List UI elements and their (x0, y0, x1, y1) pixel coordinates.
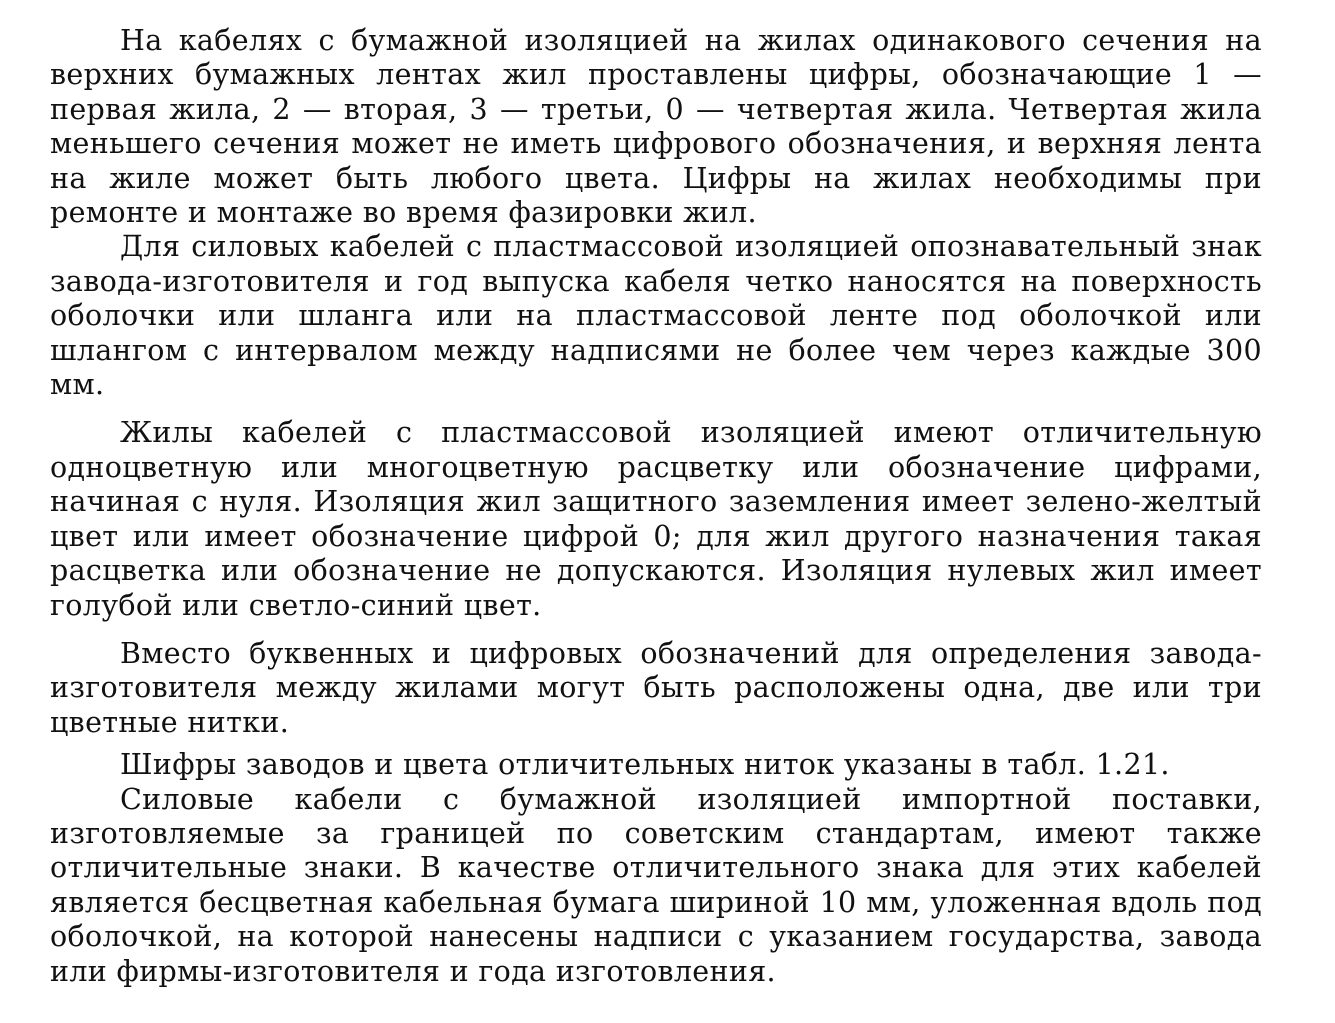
paragraph-core-coloring: Жилы кабелей с пластмассовой изоляцией имеют отличительную одноцветную или многоцветную расцветку или обозначение цифрами, начиная с нуля. Изоляция жил защитного заземления имеет зелено-желтый цвет или имеет обозначение цифрой 0; для жил другого назначения такая расцветка или обозначение не допускаются. Изоляция нулевых жил имеет голубой или светло-синий цвет. (50, 416, 1262, 622)
paragraph-manufacturer-mark: Для силовых кабелей с пластмассовой изоляцией опознавательный знак завода-изготовителя и год выпуска кабеля четко наносятся на поверхность оболочки или шланга или на пластмассовой ленте под оболочкой или шлангом с интервалом между надписями не более чем через каждые 300 мм. (50, 230, 1262, 402)
paragraph-import-cables: Силовые кабели с бумажной изоляцией импортной поставки, изготовляемые за границей по советским стандартам, имеют также отличительные знаки. В качестве отличительного знака для этих кабелей является бесцветная кабельная бумага шириной 10 мм, уложенная вдоль под оболочкой, на которой нанесены надписи с указанием государства, завода или фирмы-изготовителя и года изготовления. (50, 782, 1262, 988)
paragraph-colored-threads: Вместо буквенных и цифровых обозначений для определения завода-изготовителя между жилами могут быть расположены одна, две или три цветные нитки. (50, 636, 1262, 739)
paragraph-table-reference: Шифры заводов и цвета отличительных ниток указаны в табл. 1.21. (120, 748, 1170, 782)
paragraph-core-numbering: На кабелях с бумажной изоляцией на жилах одинакового сечения на верхних бумажных лентах жил проставлены цифры, обозначающие 1 — первая жила, 2 — вторая, 3 — третьи, 0 — четвертая жила. Четвертая жила меньшего сечения может не иметь цифрового обозначения, и верхняя лента на жиле может быть любого цвета. Цифры на жилах необходимы при ремонте и монтаже во время фазировки жил. (50, 24, 1262, 230)
document-page (50, 24, 1262, 989)
